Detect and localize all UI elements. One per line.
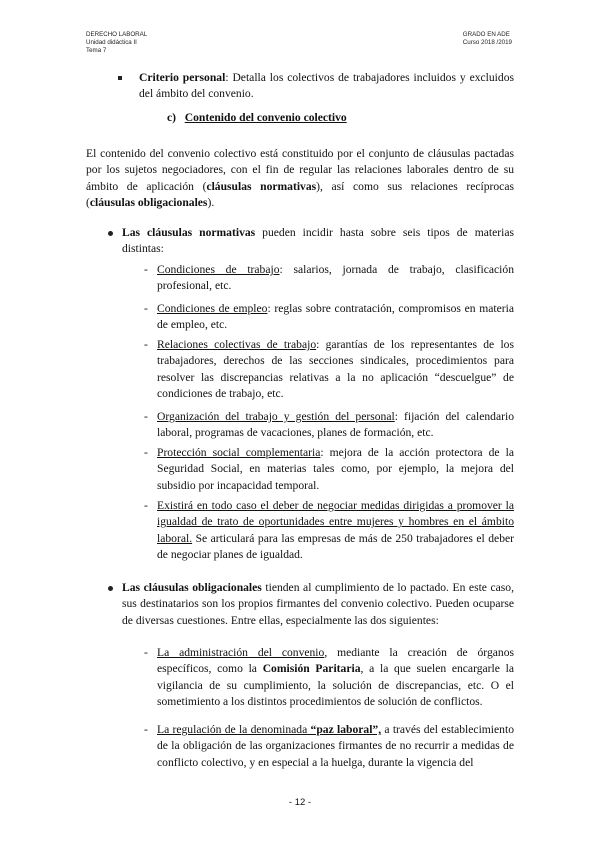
header-unit: Unidad didáctica II [86, 39, 137, 46]
normativa-item [157, 445, 514, 494]
obligacionales-text: tienden al cumplimiento de lo pactado. En este caso, sus destinatarios son los propios firmantes del convenio colectivo. Pueden ocuparse de diversas cuestiones. Entre ellas, especialmente las dos siguientes: [122, 581, 514, 627]
intro-text-3: ). [207, 195, 215, 209]
obligacional-item [157, 645, 514, 710]
item-text: : mejora de la acción protectora de la Seguridad Social, en materias tales como, por ejemplo, la mejora del subsidio por incapacidad temporal. [157, 446, 514, 492]
section-heading [167, 110, 347, 126]
dash-icon: - [144, 410, 148, 423]
normativas-bold: Las cláusulas normativas [122, 226, 256, 239]
item-underlined: Condiciones de trabajo [157, 263, 280, 276]
dash-icon: - [144, 723, 148, 736]
item-text: : fijación del calendario laboral, programas de vacaciones, planes de formación, etc. [157, 410, 514, 440]
item-underlined: Relaciones colectivas de trabajo [157, 338, 317, 351]
header-right [463, 31, 512, 47]
item-underlined: Existirá en todo caso el deber de negociar medidas dirigidas a promover la igualdad de trato de oportunidades entre mujeres y hombres en el ámbito laboral. [157, 499, 514, 545]
normativa-item [157, 262, 514, 295]
normativa-item [157, 337, 514, 402]
item-text: : salarios, jornada de trabajo, clasificación profesional, etc. [157, 263, 514, 293]
dash-icon: - [144, 302, 148, 315]
item-underlined: Protección social complementaria [157, 446, 321, 459]
bullet-icon [108, 586, 113, 591]
item-underlined: La administración del convenio [157, 646, 325, 659]
section-title: Contenido del convenio colectivo [184, 111, 347, 124]
item-text: , a la que suelen encargarle la vigilancia de su cumplimiento, la solución de discrepancias, etc. O el sometimiento a los distintos procedimientos de solución de conflictos. [157, 662, 514, 708]
item-underlined: Organización del trabajo y gestión del personal [157, 410, 395, 423]
dash-icon: - [144, 446, 148, 459]
item-underlined: Condiciones de empleo [157, 302, 268, 315]
bullet-icon [108, 231, 113, 236]
item-text: , mediante la creación de órganos específicos, como la [157, 646, 515, 676]
criterio-personal [139, 70, 514, 103]
normativa-item [157, 301, 514, 334]
header-topic: Tema 7 [86, 47, 107, 54]
item-underlined: La regulación de la denominada [157, 723, 311, 736]
item-text: Se articulará para las empresas de más de 250 trabajadores el deber de negociar planes de igualdad. [157, 531, 514, 561]
intro-bold-1: cláusulas normativas [206, 179, 317, 193]
obligacional-item [157, 722, 514, 771]
item-text: : reglas sobre contratación, compromisos en materia de empleo, etc. [157, 302, 515, 332]
item-bold: Comisión Paritaria [262, 662, 361, 676]
intro-text-1: El contenido del convenio colectivo está constituido por el conjunto de cláusulas pactadas por los sujetos negociadores, con el fin de regular las relaciones laborales dentro de su ámbito de aplicación ( [86, 147, 514, 193]
intro-paragraph [86, 146, 514, 211]
obligacionales-paragraph [122, 580, 514, 629]
normativa-item [157, 498, 514, 563]
normativa-item [157, 409, 514, 442]
criterio-text: : Detalla los colectivos de trabajadores incluidos y excluidos del ámbito del convenio. [139, 71, 515, 101]
criterio-title: Criterio personal [139, 71, 226, 84]
header-subject: DERECHO LABORAL [86, 31, 148, 38]
normativas-paragraph [122, 225, 514, 258]
normativas-text: pueden incidir hasta sobre seis tipos de materias distintas: [122, 226, 514, 256]
obligacionales-bold: Las cláusulas obligacionales [122, 581, 262, 594]
section-label: c) [167, 111, 177, 124]
dash-icon: - [144, 263, 148, 276]
header-left [86, 31, 147, 55]
dash-icon: - [144, 338, 148, 351]
page-number: - 12 - [288, 797, 312, 808]
dash-icon: - [144, 646, 148, 659]
header-degree: GRADO EN ADE [462, 31, 510, 38]
intro-bold-2: cláusulas obligacionales [89, 195, 208, 209]
item-text: : garantías de los representantes de los trabajadores, derechos de las secciones sindicales, procedimientos para resolver las discrepancias relativas a la no aplicación “descuelgue” de condiciones de trabajo, etc. [157, 338, 514, 400]
header-course: Curso 2018 /2019 [462, 39, 512, 46]
dash-icon: - [144, 499, 148, 512]
intro-text-2: ), así como sus relaciones recíprocas ( [86, 179, 514, 209]
item-text: a través del establecimiento de la obligación de las organizaciones firmantes de no recurrir a medidas de conflicto colectivo, y en especial a la huelga, durante la vigencia del [157, 723, 514, 769]
item-bold-underlined: “paz laboral”, [310, 723, 382, 736]
square-bullet-icon [118, 76, 122, 80]
